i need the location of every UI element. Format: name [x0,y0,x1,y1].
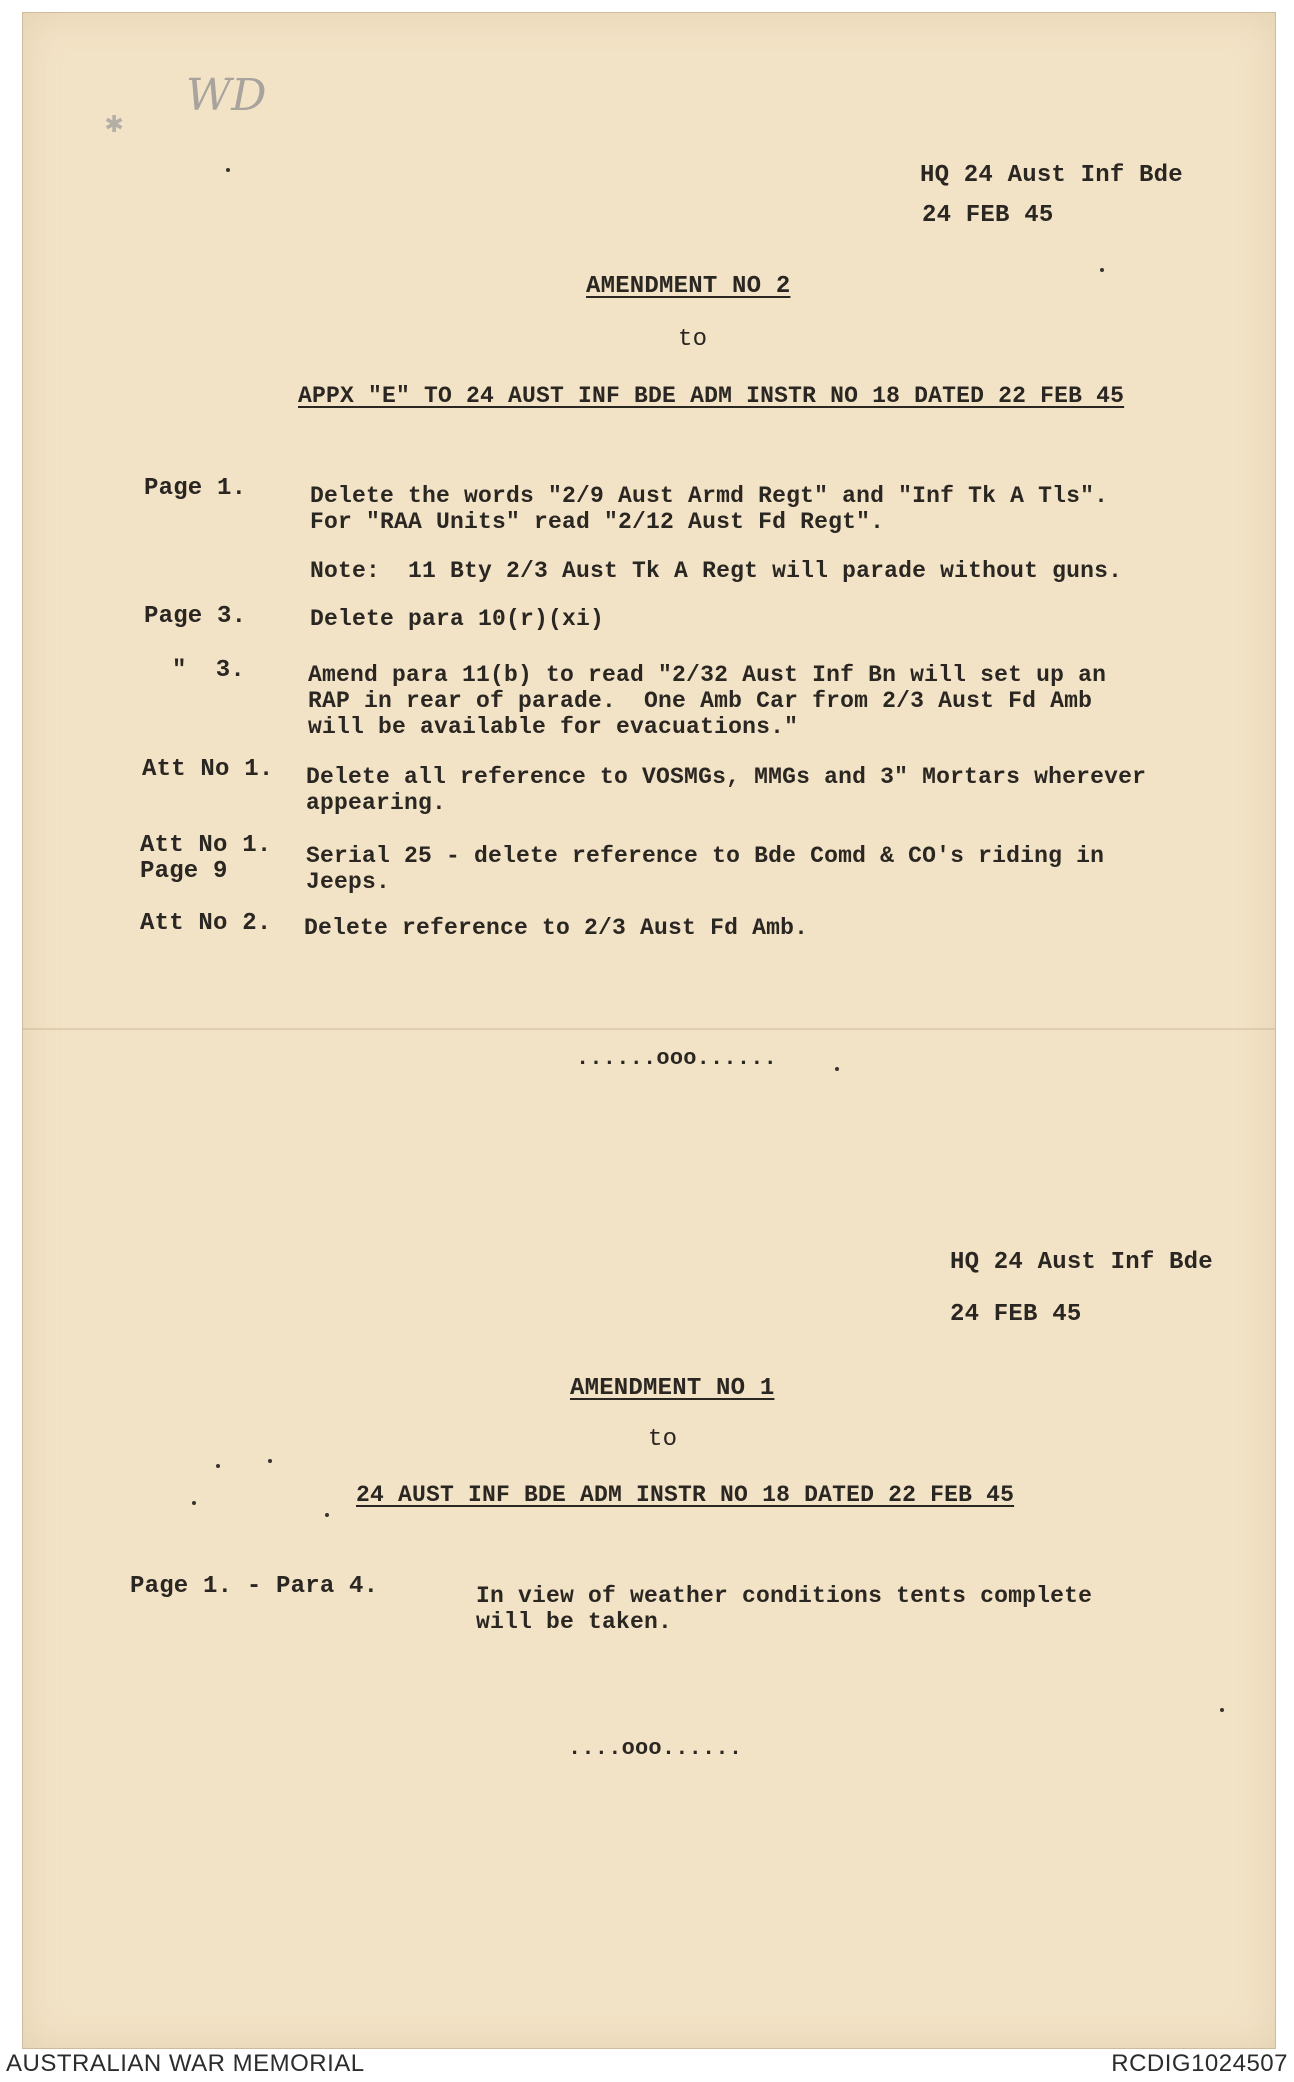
doc1-title: AMENDMENT NO 2 [586,273,791,300]
doc2-hq: HQ 24 Aust Inf Bde [950,1249,1213,1276]
archive-id: RCDIG1024507 [1111,2050,1288,2077]
doc1-note: Note: 11 Bty 2/3 Aust Tk A Regt will parade without guns. [310,558,1123,584]
doc2-item-text: In view of weather conditions tents complete will be taken. [476,1583,1093,1635]
ink-speck [226,168,230,172]
doc1-reference: APPX "E" TO 24 AUST INF BDE ADM INSTR NO 18 DATED 22 FEB 45 [298,383,1125,409]
doc1-item-text: Amend para 11(b) to read "2/32 Aust Inf Bn will set up an RAP in rear of parade. One Amb Car from 2/3 Aust Fd Amb will be available for evacuations." [308,662,1107,740]
doc1-separator: ......ooo...... [576,1046,778,1071]
doc2-item-label: Page 1. - Para 4. [130,1573,379,1600]
doc2-reference: 24 AUST INF BDE ADM INSTR NO 18 DATED 22 FEB 45 [356,1482,1015,1508]
doc1-item-label: Att No 2. [140,910,272,937]
doc1-item-label: Att No 1. [142,756,274,783]
fold-crease [23,1028,1275,1030]
doc1-item-text: Delete para 10(r)(xi) [310,606,605,632]
doc1-item-text: Delete all reference to VOSMGs, MMGs and 3" Mortars wherever appearing. [306,764,1147,816]
doc1-item-text: Delete reference to 2/3 Aust Fd Amb. [304,915,809,941]
doc1-hq: HQ 24 Aust Inf Bde [920,162,1183,189]
doc1-item-label: " 3. [172,657,246,684]
doc1-item-label: Page 1. [144,475,247,502]
handwritten-initials: WD [186,70,267,121]
doc2-title: AMENDMENT NO 1 [570,1375,775,1402]
doc1-item-text: Serial 25 - delete reference to Bde Comd & CO's riding in Jeeps. [306,843,1105,895]
ink-speck [1100,268,1104,272]
doc1-item-label: Att No 1. Page 9 [140,832,272,885]
pencil-mark: ✱ [105,108,124,142]
doc2-date: 24 FEB 45 [950,1301,1082,1328]
ink-speck [325,1513,329,1517]
doc2-to: to [648,1426,678,1453]
ink-speck [192,1501,196,1505]
doc1-item-label: Page 3. [144,603,247,630]
ink-speck [1220,1708,1224,1712]
doc1-date: 24 FEB 45 [922,202,1054,229]
doc2-separator: ....ooo...... [568,1736,743,1761]
ink-speck [268,1459,272,1463]
ink-speck [216,1464,220,1468]
doc1-item-text: Delete the words "2/9 Aust Armd Regt" and "Inf Tk A Tls". For "RAA Units" read "2/12 Aust Fd Regt". [310,483,1109,535]
ink-speck [835,1067,839,1071]
doc1-to: to [678,326,708,353]
archive-credit: AUSTRALIAN WAR MEMORIAL [6,2050,365,2077]
